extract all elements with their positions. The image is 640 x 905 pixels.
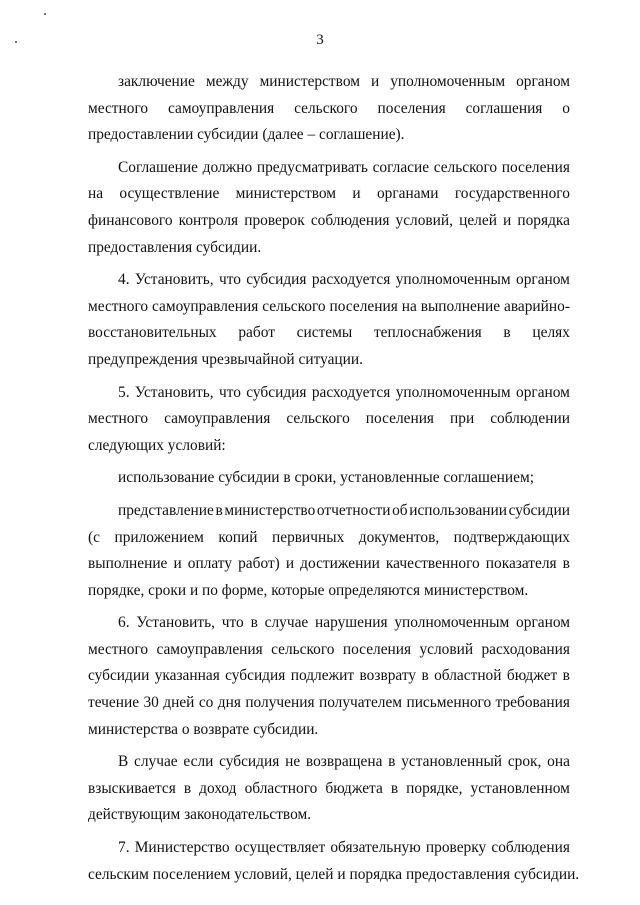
paragraph bbox=[88, 69, 570, 149]
word: областного bbox=[244, 779, 318, 797]
word: указанная bbox=[154, 667, 220, 685]
word: получателем bbox=[318, 694, 403, 712]
word: взыскивается bbox=[88, 779, 176, 797]
word: уполномоченным bbox=[390, 73, 506, 90]
text-line bbox=[88, 235, 570, 262]
paragraph bbox=[88, 380, 570, 460]
text-line bbox=[88, 776, 570, 803]
word: и bbox=[352, 185, 361, 203]
word: условий, bbox=[234, 865, 292, 883]
word: дней bbox=[163, 694, 195, 712]
word: субсидия bbox=[246, 383, 307, 401]
word: предоставления bbox=[405, 865, 511, 883]
word: системы bbox=[296, 324, 353, 342]
word: местного bbox=[88, 297, 149, 315]
word: сельского bbox=[294, 99, 358, 117]
text-line bbox=[88, 749, 570, 776]
word: что bbox=[218, 383, 241, 401]
word: о bbox=[562, 99, 570, 117]
word: аварийно- bbox=[504, 297, 570, 315]
word: самоуправления bbox=[156, 640, 263, 658]
word: органом bbox=[516, 614, 570, 632]
word: достижении bbox=[300, 555, 380, 573]
word: требования bbox=[495, 694, 570, 712]
word: соблюдении bbox=[490, 410, 570, 428]
word: и bbox=[503, 211, 512, 229]
word: самоуправления bbox=[152, 297, 259, 315]
word: Установить, bbox=[134, 271, 214, 289]
word: предупреждения чрезвычайной ситуации. bbox=[88, 350, 363, 368]
word: и bbox=[285, 555, 295, 573]
word: целях bbox=[532, 324, 570, 342]
word: возврату bbox=[359, 667, 417, 685]
word: согласие bbox=[372, 158, 430, 176]
word: возвращена bbox=[305, 753, 383, 771]
text-line bbox=[88, 122, 570, 149]
text-line bbox=[88, 802, 570, 829]
word: целей bbox=[295, 865, 334, 883]
word: (с bbox=[88, 528, 100, 546]
word: оплату bbox=[187, 555, 233, 573]
text-line bbox=[88, 578, 570, 605]
word: расходования bbox=[481, 640, 570, 658]
paragraph bbox=[88, 267, 570, 373]
word: действующим законодательством. bbox=[88, 806, 312, 824]
word: и bbox=[337, 865, 346, 883]
word: бюджета bbox=[325, 779, 383, 797]
word: представление bbox=[118, 501, 214, 519]
word: качественного bbox=[385, 555, 480, 573]
word: что bbox=[218, 271, 241, 289]
paragraph bbox=[88, 835, 580, 888]
word: 30 bbox=[143, 694, 159, 712]
word: условий bbox=[419, 640, 474, 658]
word: Установить, bbox=[136, 614, 215, 632]
word: поселения bbox=[342, 640, 412, 658]
word: случае bbox=[134, 753, 178, 771]
text-line bbox=[88, 465, 570, 492]
word: она bbox=[547, 753, 570, 771]
word: расходуется bbox=[311, 383, 391, 401]
word: доход bbox=[199, 779, 237, 797]
word: со bbox=[198, 694, 214, 712]
text-line bbox=[88, 862, 580, 889]
word: порядке, bbox=[406, 779, 463, 797]
word: министерством bbox=[235, 185, 337, 203]
text-line bbox=[88, 637, 570, 664]
word: установленный bbox=[401, 753, 503, 771]
word: об bbox=[392, 501, 408, 519]
word: восстановительных bbox=[88, 324, 217, 342]
word: субсидия bbox=[246, 271, 307, 289]
word: субсидии bbox=[88, 667, 150, 685]
word: порядка bbox=[349, 865, 403, 883]
word: расходуется bbox=[311, 271, 391, 289]
word: поселением bbox=[152, 865, 231, 883]
word: самоуправления bbox=[164, 410, 271, 428]
word: следующих условий: bbox=[88, 436, 226, 454]
scan-speck bbox=[15, 41, 17, 43]
word: обязательную bbox=[330, 839, 421, 857]
text-line bbox=[88, 610, 570, 637]
word: сельского bbox=[271, 640, 335, 658]
word: порядка bbox=[517, 211, 570, 229]
word: сельским bbox=[88, 865, 149, 883]
scan-speck bbox=[44, 13, 46, 15]
text-line bbox=[88, 525, 570, 552]
text-line bbox=[88, 406, 570, 433]
word: финансового bbox=[88, 211, 173, 229]
word: предусматривать bbox=[256, 158, 368, 176]
word: субсидия bbox=[219, 753, 280, 771]
word: предоставления субсидии. bbox=[88, 238, 262, 256]
word: Соглашение bbox=[118, 158, 198, 176]
word: В bbox=[118, 753, 129, 771]
word: субсидии bbox=[508, 501, 570, 519]
word: выполнение bbox=[88, 555, 168, 573]
word: проверок bbox=[244, 211, 305, 229]
paragraph bbox=[88, 749, 570, 829]
word: субсидии. bbox=[513, 865, 580, 883]
word: Установить, bbox=[134, 383, 214, 401]
word: министерством bbox=[259, 73, 360, 90]
word: получения bbox=[245, 694, 315, 712]
word: в bbox=[215, 501, 223, 519]
paragraph bbox=[88, 465, 570, 492]
word: поселения bbox=[365, 410, 435, 428]
word: показателя bbox=[485, 555, 557, 573]
word: дня bbox=[217, 694, 241, 712]
word: теплоснабжения bbox=[373, 324, 482, 342]
word: осуществляет bbox=[234, 839, 326, 857]
word: выполнение bbox=[420, 297, 501, 315]
word: нарушения bbox=[315, 614, 388, 632]
word: местного bbox=[88, 99, 149, 117]
word: в bbox=[250, 614, 258, 632]
word: местного bbox=[88, 640, 149, 658]
word: местного bbox=[88, 410, 149, 428]
word: работ) bbox=[238, 555, 280, 573]
word: случае bbox=[264, 614, 309, 632]
word: что bbox=[221, 614, 244, 632]
word: подтверждающих bbox=[453, 528, 570, 546]
word: в bbox=[183, 779, 192, 797]
word: органами bbox=[376, 185, 439, 203]
word: на bbox=[88, 185, 104, 203]
word: соглашения bbox=[465, 99, 543, 117]
word: приложением bbox=[114, 528, 204, 546]
word: поселения bbox=[501, 158, 570, 176]
word: 5. bbox=[118, 383, 130, 401]
word: в bbox=[388, 753, 396, 771]
paragraph bbox=[88, 155, 570, 261]
word: первичных bbox=[272, 528, 345, 546]
word: и bbox=[173, 555, 182, 573]
word: копий bbox=[218, 528, 258, 546]
word: в bbox=[562, 555, 570, 573]
text-line bbox=[88, 663, 570, 690]
word: в bbox=[503, 324, 511, 342]
text-line bbox=[88, 498, 570, 525]
word: между bbox=[205, 73, 249, 90]
word: не bbox=[285, 753, 301, 771]
text-line bbox=[88, 835, 570, 862]
word: бюджет bbox=[506, 667, 558, 685]
paragraph bbox=[88, 610, 570, 743]
page-number: 3 bbox=[316, 32, 324, 48]
word: письменного bbox=[406, 694, 492, 712]
word: министерство bbox=[224, 501, 316, 519]
text-line bbox=[88, 551, 570, 578]
word: сельского bbox=[286, 410, 350, 428]
word: поселения bbox=[329, 297, 398, 315]
word: самоуправления bbox=[167, 99, 275, 117]
word: если bbox=[183, 753, 214, 771]
word: документов, bbox=[358, 528, 440, 546]
word: 4. bbox=[118, 271, 130, 289]
word: 6. bbox=[118, 614, 130, 632]
word: заключение bbox=[118, 73, 195, 90]
text-line bbox=[88, 181, 570, 208]
text-line bbox=[88, 320, 570, 347]
word: контроля bbox=[178, 211, 239, 229]
word: течение bbox=[88, 694, 140, 712]
word: установленном bbox=[470, 779, 570, 797]
word: областной bbox=[434, 667, 502, 685]
word: органом bbox=[516, 73, 570, 90]
text-line bbox=[88, 690, 570, 717]
text-line bbox=[88, 155, 570, 182]
word: 7. bbox=[118, 839, 130, 857]
word: государственного bbox=[454, 185, 570, 203]
text-line bbox=[88, 433, 570, 460]
word: органом bbox=[516, 383, 570, 401]
word: порядке, сроки и по форме, которые определяются министерством. bbox=[88, 581, 529, 599]
word: и bbox=[370, 73, 380, 90]
word: сельского bbox=[262, 297, 326, 315]
text-line bbox=[88, 294, 570, 321]
document-body bbox=[88, 69, 580, 894]
word: соблюдения bbox=[310, 211, 390, 229]
word: условий, bbox=[395, 211, 454, 229]
word: органом bbox=[516, 271, 570, 289]
word: уполномоченным bbox=[395, 383, 511, 401]
word: в bbox=[562, 667, 570, 685]
word: поселения bbox=[377, 99, 446, 117]
word: осуществление bbox=[119, 185, 220, 203]
word: в bbox=[390, 779, 399, 797]
word: работ bbox=[238, 324, 275, 342]
text-line bbox=[88, 380, 570, 407]
word: субсидия bbox=[225, 667, 286, 685]
paragraph bbox=[88, 498, 570, 604]
word: министерства о возврате субсидии. bbox=[88, 720, 319, 738]
text-line bbox=[88, 717, 570, 744]
word: в bbox=[421, 667, 429, 685]
word: должно bbox=[202, 158, 253, 176]
word: на bbox=[401, 297, 417, 315]
word: отчетности bbox=[316, 501, 391, 519]
word: срок, bbox=[507, 753, 542, 771]
word: целей bbox=[459, 211, 497, 229]
word: соблюдения bbox=[491, 839, 570, 857]
word: использование субсидии в сроки, установленные соглашением; bbox=[118, 469, 534, 487]
text-line bbox=[88, 267, 570, 294]
word: подлежит bbox=[290, 667, 355, 685]
word: предоставлении субсидии (далее – соглашение). bbox=[88, 126, 405, 144]
text-line bbox=[88, 347, 570, 374]
text-line bbox=[88, 69, 570, 96]
text-line bbox=[88, 208, 570, 235]
word: уполномоченным bbox=[394, 614, 510, 632]
word: уполномоченным bbox=[395, 271, 511, 289]
word: использовании bbox=[409, 501, 508, 519]
text-line bbox=[88, 96, 570, 123]
word: при bbox=[450, 410, 475, 428]
word: проверку bbox=[425, 839, 487, 857]
word: сельского bbox=[433, 158, 498, 176]
word: Министерство bbox=[134, 839, 230, 857]
